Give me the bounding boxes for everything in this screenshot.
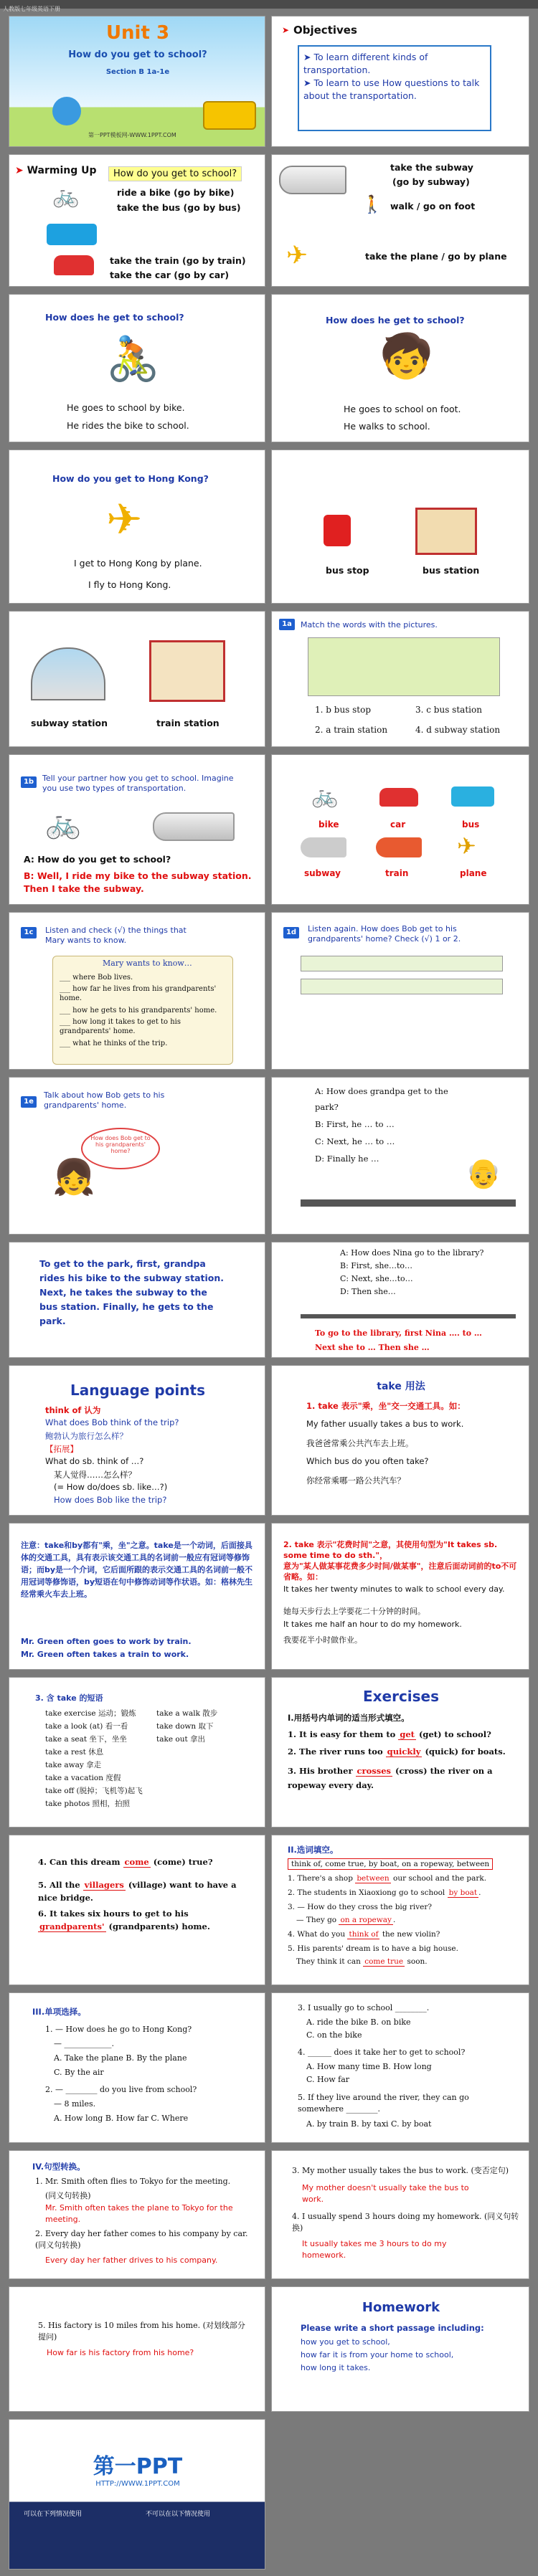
know-item-2: ___ how far he lives from his grandparents' home. [60, 985, 217, 1002]
route-2-picture [301, 979, 503, 994]
subway-icon [279, 166, 346, 194]
unit-title: Unit 3 [105, 22, 170, 44]
slide-nina[interactable] [271, 1242, 529, 1358]
globe-icon [52, 97, 81, 125]
route-road [301, 1314, 516, 1318]
know-item-3: ___ how he gets to his grandparents' home. [60, 1007, 217, 1014]
dialog-b: B: First, she…to… [340, 1261, 413, 1270]
bullet-icon: ➤ [303, 77, 311, 88]
paragraph: To get to the park, first, grandpa rides his bike to the subway station. Next, he takes the subway to the bus station. Finally, he gets to the park. [39, 1258, 225, 1326]
lp-l5: What do sb. think of …? [45, 1456, 144, 1466]
route-1-picture [301, 956, 503, 971]
hint-1: To go to the library, first Nina …. to … [315, 1329, 482, 1338]
label-car: car [390, 819, 406, 830]
fill-q5b: They think it can come true soon. [296, 1957, 428, 1966]
lp-l7: (= How do/does sb. like…?) [54, 1482, 168, 1492]
header-strip [0, 0, 538, 12]
answer: crosses [357, 1766, 392, 1776]
exercise-head: I.用括号内单词的适当形式填空。 [288, 1713, 410, 1723]
hw-l4: how long it takes. [301, 2363, 371, 2372]
tt-l6: 我要花半小时做作业。 [283, 1635, 362, 1645]
phrase-10: take off (脱掉；飞机等)起飞 [45, 1787, 143, 1795]
slide-grandpa-dialog[interactable] [271, 1077, 529, 1235]
tr-q3: 3. My mother usually takes the bus to work. (变否定句) [292, 2166, 509, 2175]
phrase-6: take out 拿出 [156, 1735, 206, 1744]
choice-o4b: C. How far [306, 2075, 350, 2084]
take-l3: 我爸爸常乘公共汽车去上班。 [306, 1438, 414, 1448]
tt-l4: 她每天步行去上学要花二十分钟的时间。 [283, 1607, 425, 1616]
tr-a2: Every day her father drives to his company. [45, 2256, 218, 2265]
phrase-4: take down 取下 [156, 1722, 214, 1731]
train-picture [376, 837, 422, 857]
answer-2: He walks to school. [344, 421, 430, 432]
map-picture [308, 637, 500, 696]
tr-q1: 1. Mr. Smith often flies to Tokyo for the meeting. [35, 2177, 231, 2186]
slide-objectives[interactable] [271, 16, 529, 147]
line-walk: walk / go on foot [390, 201, 476, 212]
plane-icon: ✈ [286, 241, 308, 270]
slide-plane[interactable] [9, 450, 265, 604]
know-item-1: ___ where Bob lives. [60, 974, 133, 982]
answer: between [357, 1874, 390, 1883]
take-title: take 用法 [377, 1381, 425, 1392]
answer-2: I fly to Hong Kong. [88, 579, 171, 590]
know-item-4: ___ how long it takes to get to his grandparents' home. [60, 1018, 181, 1035]
answer: by boat [448, 1888, 478, 1897]
fill-q1: 1. There's a shop between our school and the park. [288, 1874, 487, 1883]
section-label: Section B 1a-1e [105, 68, 170, 76]
bike-icon: 🚲 [45, 807, 81, 840]
label-bus-station: bus station [423, 565, 480, 576]
objectives-box [298, 45, 491, 131]
speech-bubble: How does Bob get to his grandparents' home? [81, 1128, 160, 1169]
answer-1: He goes to school by bike. [67, 402, 185, 413]
choice-o2: C. By the air [54, 2068, 104, 2077]
lp-l4: 【拓展】 [45, 1444, 78, 1454]
instruction: Listen and check (√) the things that Mary wants to know. [45, 926, 187, 945]
phrase-5: take a seat 坐下，坐坐 [45, 1735, 127, 1744]
slide-exercises[interactable] [271, 1677, 529, 1828]
slide-exercises-2[interactable] [9, 1835, 265, 1985]
slide-choice-1[interactable] [9, 1992, 265, 2143]
answer: get [400, 1729, 415, 1739]
choice-q1b: — ____________. [54, 2039, 114, 2048]
instruction: Tell your partner how you get to school. Imagine you use two types of transportation. [42, 774, 234, 793]
badge-1a: 1a [279, 619, 295, 630]
slide-transform-2[interactable] [271, 2150, 529, 2279]
slide-transform-1[interactable] [9, 2150, 265, 2279]
school-bus-icon [203, 101, 256, 130]
choice-o3: A. ride the bike B. on bike [306, 2017, 411, 2027]
fill-q3: 3. — How do they cross the big river? [288, 1903, 433, 1911]
lp-l1: think of 认为 [45, 1405, 101, 1415]
car-picture [379, 788, 418, 807]
answer-1: He goes to school on foot. [344, 404, 461, 414]
phrase-8: take away 拿走 [45, 1761, 102, 1769]
hw-l2: how you get to school, [301, 2337, 390, 2347]
ex-q2: 2. The river runs too quickly (quick) for boats. [288, 1746, 506, 1757]
dialog-b: B: Well, I ride my bike to the subway station. Then I take the subway. [24, 870, 252, 894]
dialog-a: A: How do you get to school? [24, 854, 171, 865]
take-l5: 你经常乘哪一路公共汽车？ [306, 1475, 405, 1486]
badge-1d: 1d [283, 927, 299, 938]
line-take-bus: take the bus (go by bus) [117, 202, 241, 213]
plane-icon: ✈ [106, 495, 143, 545]
fill-q3b: — They go on a ropeway . [296, 1916, 396, 1924]
slide-take-time[interactable] [271, 1523, 529, 1670]
lp-l3: 鲍勃认为旅行怎么样？ [45, 1431, 128, 1441]
choice-o5: A. by train B. by taxi C. by boat [306, 2119, 432, 2129]
bus-stop-sign-icon [324, 515, 351, 546]
bike-picture: 🚲 [311, 784, 339, 809]
brand-logo: 第一PPT [93, 2454, 183, 2479]
answer: quickly [387, 1746, 421, 1757]
question-box: How do you get to school? [108, 166, 242, 181]
bus-picture [451, 786, 494, 807]
usage-left: 可以在下列情况使用 [24, 2511, 82, 2518]
answer-1: I get to Hong Kong by plane. [74, 558, 202, 569]
slide-take-phrases[interactable] [9, 1677, 265, 1828]
choice-q1: 1. — How does he go to Hong Kong? [45, 2025, 192, 2034]
label-train-station: train station [156, 718, 220, 728]
example-1: Mr. Green often goes to work by train. [21, 1637, 192, 1646]
tr-a5: How far is his factory from his home? [47, 2348, 194, 2357]
dialog-a2: park? [315, 1102, 339, 1112]
line-go-subway: (go by subway) [392, 176, 470, 187]
tr-a3: My mother doesn't usually take the bus to work. [302, 2183, 469, 2204]
tr-q2: 2. Every day her father comes to his company by car. (同义句转换) [35, 2229, 248, 2250]
slide-brand[interactable] [9, 2419, 265, 2570]
lp-l8: How does Bob like the trip? [54, 1495, 167, 1505]
subway-icon [153, 812, 235, 841]
choice-q4: 4. ______ does it take her to get to school? [298, 2048, 466, 2057]
badge-1e: 1e [21, 1096, 37, 1108]
instruction: Talk about how Bob gets to his grandparents' home. [44, 1090, 165, 1110]
slide-grandpa-text[interactable] [9, 1242, 265, 1358]
slide-bus-stop[interactable] [271, 450, 529, 604]
lp-title: Language points [70, 1382, 205, 1399]
label-bus: bus [462, 819, 480, 830]
choice-head: III.单项选择。 [32, 2007, 86, 2017]
label-train: train [385, 868, 409, 878]
slide-warming-up[interactable] [9, 154, 265, 287]
choice-q2: 2. — ________ do you live from school? [45, 2085, 197, 2094]
line-take-train: take the train (go by train) [110, 255, 246, 266]
question: How does he get to school? [326, 315, 465, 325]
label-bike: bike [318, 819, 339, 830]
slide-vehicles[interactable] [271, 754, 529, 905]
chevron-right-icon: ➤ [282, 25, 290, 35]
example-2: Mr. Green often takes a train to work. [21, 1650, 189, 1659]
warming-up-title: ➤ Warming Up [15, 165, 97, 176]
question: How does he get to school? [45, 312, 184, 323]
answer: think of [349, 1930, 379, 1939]
slide-1a[interactable] [271, 611, 529, 747]
answer: grandparents' [39, 1921, 105, 1931]
label-bus-stop: bus stop [326, 565, 369, 576]
fill-q4: 4. What do you think of the new violin? [288, 1930, 440, 1939]
route-road [301, 1199, 516, 1207]
dialog-c: C: Next, he … to … [315, 1136, 395, 1146]
tt-l5: It takes me half an hour to do my homework. [283, 1620, 462, 1629]
answer-2: He rides the bike to school. [67, 420, 189, 431]
take-l4: Which bus do you often take? [306, 1456, 429, 1466]
instruction: Listen again. How does Bob get to his grandparents' home? Check (√) 1 or 2. [308, 924, 461, 944]
ex-q4: 4. Can this dream come (come) true? [38, 1857, 213, 1867]
tr-q5: 5. His factory is 10 miles from his home. (对划线部分提问) [38, 2321, 245, 2342]
bullet-icon: ➤ [303, 52, 311, 62]
slide-transform-3[interactable] [9, 2286, 265, 2412]
note-text: 注意：take和by都有"乘，坐"之意。take是一个动词，后面接具体的交通工具，具有表示该交通工具的名词前一般应有冠词等修饰语；而by是一个介词，它后面所跟的表示交通工具的名词前一般不用冠词等修饰语，by短语在句中修饰动词等作状语。如：格林先生经常乘火车去上班。 [21, 1541, 253, 1599]
tr-q4: 4. I usually spend 3 hours doing my homework. (同义句转换) [292, 2212, 519, 2233]
slide-homework[interactable] [271, 2286, 529, 2412]
slide-take-vs-by[interactable] [9, 1523, 265, 1670]
slide-fill-words[interactable] [271, 1835, 529, 1985]
hw-l3: how far it is from your home to school, [301, 2350, 454, 2359]
line-take-car: take the car (go by car) [110, 270, 230, 280]
fill-q5: 5. His parents' dream is to have a big house. [288, 1944, 458, 1953]
tr-a1: Mr. Smith often takes the plane to Tokyo for the meeting. [45, 2203, 233, 2224]
tr-q1b: (同义句转换) [45, 2191, 91, 2200]
badge-1b: 1b [21, 776, 37, 788]
slide-language-points[interactable] [9, 1365, 265, 1516]
dialog-b: B: First, he … to … [315, 1119, 395, 1129]
question: How do you get to Hong Kong? [52, 473, 209, 484]
phrase-2: take a walk 散步 [156, 1709, 218, 1718]
lesson-subtitle: How do you get to school? [68, 49, 207, 60]
grandpa-avatar: 👴 [466, 1157, 501, 1190]
choice-q2b: — 8 miles. [54, 2099, 96, 2109]
choice-q5: 5. If they live around the river, they can go somewhere ________. [298, 2093, 469, 2114]
plane-picture: ✈ [457, 832, 476, 860]
subway-station-icon [31, 647, 105, 700]
ex-q1: 1. It is easy for them to get (get) to school? [288, 1729, 491, 1739]
dialog-c: C: Next, she…to… [340, 1274, 413, 1283]
slide-foot[interactable] [271, 294, 529, 442]
walking-boy-icon: 🧒 [379, 331, 433, 381]
phrase-1: take exercise 运动；锻炼 [45, 1709, 136, 1718]
dialog-a: A: How does Nina go to the library? [340, 1248, 484, 1258]
watermark: 第一PPT模板网-WWW.1PPT.COM [88, 132, 176, 138]
answer: villagers [84, 1880, 124, 1890]
match-item-1: 1. b bus stop [315, 705, 372, 715]
answer: come true [364, 1957, 404, 1966]
objective-1: ➤ To learn different kinds of transportation. [303, 52, 428, 75]
choice-o1: A. Take the plane B. By the plane [54, 2053, 187, 2063]
dialog-a: A: How does grandpa get to the [315, 1086, 448, 1096]
answer: on a ropeway [340, 1916, 392, 1924]
slide-take-usage[interactable] [271, 1365, 529, 1516]
slide-1b[interactable] [9, 754, 265, 905]
hint-2: Next she to … Then she … [315, 1343, 430, 1352]
label-plane: plane [460, 868, 487, 878]
slide-more-transport[interactable] [271, 154, 529, 287]
instruction: Match the words with the pictures. [301, 620, 438, 629]
tr-a4: It usually takes me 3 hours to do my homework. [302, 2239, 447, 2260]
usage-right: 不可以在以下情况使用 [146, 2511, 211, 2518]
word-bank: think of, come true, by boat, on a ropeway, between [288, 1858, 493, 1870]
choice-o3b: C. on the bike [306, 2030, 362, 2040]
cyclist-icon: 🚴 [106, 334, 160, 384]
dialog-d: D: Then she… [340, 1287, 396, 1296]
line-ride-bike: ride a bike (go by bike) [117, 187, 235, 198]
brand-url: HTTP://WWW.1PPT.COM [95, 2480, 180, 2488]
lp-l2: What does Bob think of the trip? [45, 1417, 179, 1427]
line-take-plane: take the plane / go by plane [365, 251, 507, 262]
take-l2: My father usually takes a bus to work. [306, 1419, 464, 1429]
badge-1c: 1c [21, 927, 37, 938]
box-title: Mary wants to know… [103, 959, 192, 968]
homework-title: Homework [362, 2300, 440, 2315]
tt-l2: 意为"某人做某事花费多少时间/做某事"，注意后面动词前的to不可省略。如： [283, 1562, 517, 1582]
objectives-title: Objectives [293, 24, 357, 37]
match-item-4: 4. d subway station [415, 725, 501, 735]
header-strip-text: 人教版七年级英语下册 [3, 6, 60, 12]
slide-bike[interactable] [9, 294, 265, 442]
transform-head: IV.句型转换。 [32, 2162, 85, 2172]
slide-title[interactable] [9, 16, 265, 147]
choice-o4: A. How many time B. How long [306, 2062, 432, 2071]
subway-picture [301, 837, 346, 857]
answer: come [124, 1857, 149, 1867]
bus-station-icon [415, 508, 477, 555]
bike-icon: 🚲 [52, 184, 80, 209]
hw-l1: Please write a short passage including: [301, 2323, 484, 2333]
ex-q6: 6. It takes six hours to get to his grandparents' (grandparents) home. [38, 1909, 210, 1931]
objective-2: ➤ To learn to use How questions to talk about the transportation. [303, 77, 480, 101]
phrase-3: take a look (at) 看一看 [45, 1722, 128, 1731]
dialog-d: D: Finally he … [315, 1154, 379, 1164]
slide-1e[interactable] [9, 1077, 265, 1235]
tt-l3: It takes her twenty minutes to walk to school every day. [283, 1584, 505, 1594]
slide-choice-2[interactable] [271, 1992, 529, 2143]
fill-q2: 2. The students in Xiaoxiong go to school by boat . [288, 1888, 481, 1897]
phrase-7: take a rest 休息 [45, 1748, 104, 1757]
label-subway: subway [304, 868, 341, 878]
slide-stations[interactable] [9, 611, 265, 747]
match-item-2: 2. a train station [315, 725, 388, 735]
choice-q3: 3. I usually go to school ________. [298, 2003, 430, 2012]
car-icon [54, 255, 94, 275]
slide-1d[interactable] [271, 912, 529, 1070]
exercises-title: Exercises [362, 1688, 440, 1705]
match-item-3: 3. c bus station [415, 705, 482, 715]
ex-q3: 3. His brother crosses (cross) the river on a ropeway every day. [288, 1766, 493, 1790]
fill-head: II.选词填空。 [288, 1845, 339, 1855]
line-take-subway: take the subway [390, 162, 473, 173]
take-l1: 1. take 表示"乘，坐"交一交通工具。如： [306, 1401, 466, 1411]
lp-l6: 某人觉得……怎么样？ [54, 1470, 136, 1480]
girl-avatar: 👧 [52, 1157, 95, 1197]
label-subway-station: subway station [31, 718, 108, 728]
phrase-11: take photos 照相，拍照 [45, 1800, 130, 1808]
bus-icon [47, 224, 97, 245]
slide-1c[interactable] [9, 912, 265, 1070]
phrases-title: 3. 含 take 的短语 [35, 1693, 103, 1703]
ex-q5: 5. All the villagers (village) want to have a nice bridge. [38, 1880, 237, 1903]
tt-l1: 2. take 表示"花费时间"之意，其使用句型为"It takes sb. some time to do sth."， [283, 1540, 498, 1560]
walker-icon: 🚶 [362, 194, 383, 214]
phrase-9: take a vacation 度假 [45, 1774, 121, 1782]
choice-o3: A. How long B. How far C. Where [54, 2114, 189, 2123]
know-item-5: ___ what he thinks of the trip. [60, 1040, 168, 1047]
train-station-icon [149, 640, 225, 702]
